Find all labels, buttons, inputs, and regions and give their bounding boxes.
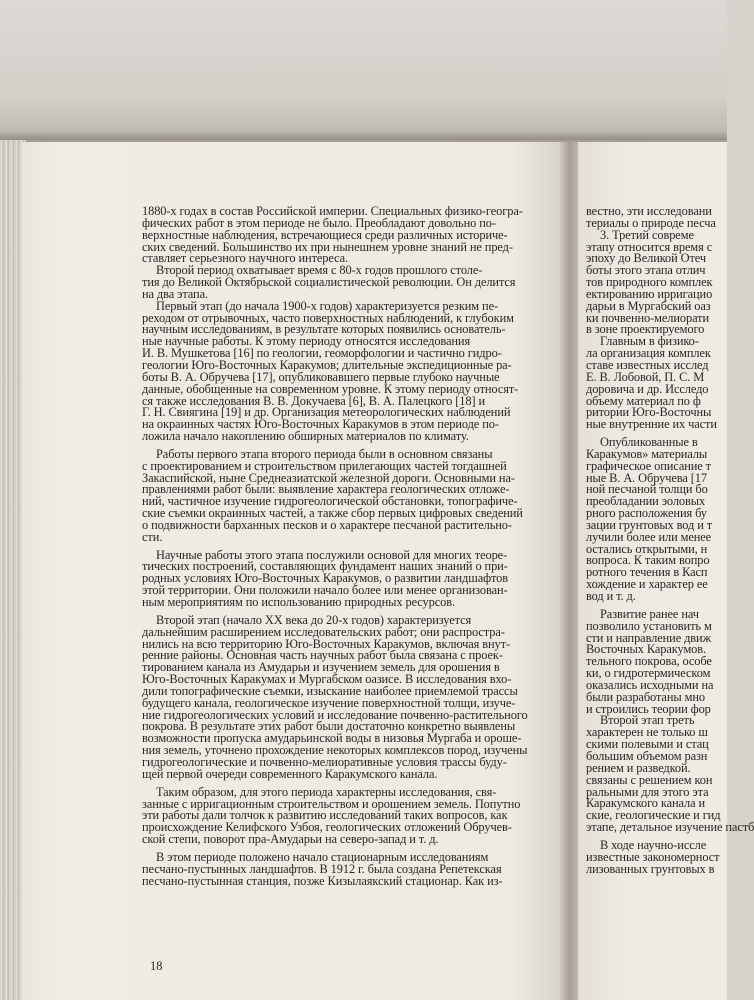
text-line: Каракумского канала и (586, 796, 706, 811)
text-line: ки, о гидротермическом (586, 666, 711, 681)
text-line: нились на всю территорию Юго-Восточных Каракумов, включая внут- (142, 636, 510, 651)
left-page-text (142, 206, 557, 887)
text-line: Работы первого этапа второго периода были в основном связаны (156, 446, 493, 461)
text-line: Развитие ранее нач (600, 606, 699, 621)
text-line: происхождение Келифского Узбоя, геологических отложений Обручев- (142, 820, 512, 835)
text-line: ния земель, уточнено прохождение некоторых комплексов пород, изучены (142, 743, 528, 758)
text-line: и строились теории фор (586, 701, 711, 716)
text-line: родных условиях Юго-Восточных Каракумов, о развитии ландшафтов (142, 571, 509, 586)
text-line: ектированию ирригацио (586, 286, 713, 301)
text-line: тельного покрова, особе (586, 654, 712, 669)
text-line: И. В. Мушкетова [16] по геологии, геоморфологии и частично гидро- (142, 346, 502, 361)
text-line: остались открытыми, н (586, 541, 708, 556)
text-line: ные научные работы. К этому периоду относятся исследования (142, 334, 471, 349)
text-line: Первый этап (до начала 1900-х годов) характеризуется резким пе- (156, 298, 498, 313)
text-line: ся также исследования В. В. Докучаева [6], В. А. Палецкого [18] и (142, 393, 486, 408)
text-line: тированием канала из Амударьи и изучением земель для орошения в (142, 660, 500, 675)
text-line: ские, геологические и гид (586, 808, 721, 823)
text-line: Закаспийской, ныне Среднеазиатской железной дороги. Основными на- (142, 470, 515, 485)
text-line: лучили более или менее (586, 529, 712, 544)
text-line: этапу относится время с (586, 239, 713, 254)
text-line: дальнейшим расширением исследовательских работ; они распростра- (142, 624, 505, 639)
text-line: лизованных грунтовых в (586, 861, 715, 876)
text-line: характерен не только ш (586, 725, 708, 740)
text-line: ские съемки окраинных частей, а также сбор первых цифровых сведений (142, 506, 523, 521)
text-line: зации грунтовых вод и т (586, 517, 713, 532)
text-line: Второй этап (начало XX века до 20-х годов) характеризуется (156, 612, 472, 627)
text-line: правлениями работ были: выявление характера геологических отложе- (142, 482, 510, 497)
text-line: сти и направление движ (586, 630, 712, 645)
text-line: этапе, детальное изучение пастб (586, 820, 754, 835)
text-line: ских сведений. Большинство их при нынешнем уровне знаний не пред- (142, 239, 513, 254)
text-line: ний, частичное изучение гидрогеологической обстановки, топографиче- (142, 494, 518, 509)
text-line: В этом периоде положено начало стационарным исследованиям (156, 849, 489, 864)
text-line: этой территории. Они положили начало более или менее организован- (142, 583, 508, 598)
text-line: боты этого этапа отлич (586, 263, 706, 278)
text-line: вод и т. д. (586, 589, 636, 603)
text-line: вестно, эти исследовани (586, 204, 712, 218)
text-line: на окраинных частях Юго-Восточных Каракумов в этом периоде по- (142, 417, 499, 432)
text-line: тов природного комплек (586, 275, 713, 290)
text-line: Таким образом, для этого периода характерны исследования, свя- (156, 784, 497, 799)
page-number: 18 (150, 959, 163, 973)
text-line: дили топографические съемки, изыскание наиболее приемлемой трассы (142, 683, 518, 698)
text-line: Второй этап треть (600, 713, 695, 728)
text-line: Главным в физико- (600, 334, 699, 349)
text-line: ложила начало накоплению обширных материалов по климату. (142, 429, 469, 444)
text-line: в зоне проектируемого (586, 322, 705, 337)
text-line: Е. В. Лобовой, П. С. М (586, 369, 705, 384)
text-line: с проектированием и строительством прилегающих частей тогдашней (142, 458, 507, 473)
text-line: преобладании эоловых (586, 494, 706, 509)
text-line: гидрогеологические и почвенно-мелиоративные условия трассы буду- (142, 754, 507, 769)
text-line: В ходе научно-иссле (600, 837, 707, 852)
text-line: териалы о природе песча (586, 215, 716, 230)
text-line: ные внутренние их части (586, 417, 717, 432)
text-line: щей первой очереди современного Каракумского канала. (142, 766, 438, 781)
text-line: Каракумов» материалы (586, 446, 708, 461)
text-line: возможности пропуска амударьинской воды в низовья Мургаба и ороше- (142, 731, 522, 746)
text-line: Юго-Восточных Каракумах и Мургабском оазисе. В исследования вхо- (142, 672, 512, 687)
text-line: сти. (142, 529, 163, 544)
text-line: были разработаны мно (586, 689, 705, 704)
text-line: тических построений, составляющих фундамент наших знаний о при- (142, 559, 508, 574)
text-line: на два этапа. (142, 286, 208, 301)
text-line: ральными для этого эта (586, 784, 709, 799)
text-line: скими полевыми и стац (586, 737, 709, 752)
text-line: доровича и др. Исследо (586, 381, 709, 396)
text-line: ки почвенно-мелиорати (586, 310, 710, 325)
text-line: ной песчаной толщи бо (586, 482, 708, 497)
text-line: ла организация комплек (586, 346, 711, 361)
text-line: объему материал по ф (586, 393, 701, 408)
text-line: 1880-х годах в состав Российской империи. Специальных физико-геогра- (142, 204, 523, 218)
text-line: Научные работы этого этапа послужили основой для многих теоре- (156, 547, 508, 562)
text-line: научным исследованиям, в результате которых появились основатель- (142, 322, 506, 337)
text-line: Опубликованные в (600, 435, 698, 450)
text-line: о подвижности барханных песков и о характере песчаной растительно- (142, 517, 512, 532)
text-line: ритории Юго-Восточны (586, 405, 712, 420)
text-line: ние гидрогеологических условий и исследование почвенно-растительного (142, 707, 528, 722)
text-line: занные с ирригационным строительством и орошением земель. Попутно (142, 796, 521, 811)
text-line: верхностные наблюдения, встречающиеся среди различных историче- (142, 227, 508, 242)
text-line: ской степи, поворот пра-Амударьи на северо-запад и т. д. (142, 832, 439, 847)
text-line: рного расположения бу (586, 506, 707, 521)
text-line: будущего канала, геологическое изучение поверхностной толщи, изуче- (142, 695, 516, 710)
text-line: данные, обобщенные на современном уровне. К этому периоду относят- (142, 381, 519, 396)
text-line: ставе известных исслед (586, 357, 709, 372)
text-line: графическое описание т (586, 458, 711, 473)
text-line: ренние районы. Основная часть научных работ была связана с проек- (142, 648, 503, 663)
text-line: эти работы дали толчок к развитию исследований таких вопросов, как (142, 808, 508, 823)
text-line: фических работ в этом периоде не было. Преобладают довольно по- (142, 215, 496, 230)
book-shadow (0, 130, 727, 142)
right-page-text (586, 204, 754, 876)
text-line: эпоху до Великой Отеч (586, 251, 707, 266)
text-line: оказались исходными на (586, 677, 714, 692)
text-line: тия до Великой Октябрьской социалистической революции. Он делится (142, 275, 516, 290)
text-line: позволило установить м (586, 618, 712, 633)
text-line: известные закономерност (586, 849, 720, 864)
text-line: ные В. А. Обручева [17 (586, 470, 707, 485)
text-line: 3. Третий совреме (600, 227, 694, 242)
text-line: Второй период охватывает время с 80-х годов прошлого столе- (156, 263, 483, 278)
text-line: покрова. В результате этих работ были достаточно конкретно выявлены (142, 719, 516, 734)
background-surface (0, 0, 727, 140)
text-line: рением и разведкой. (586, 760, 691, 775)
text-line: дарьи в Мургабский оаз (586, 298, 711, 313)
text-line: песчано-пустынная станция, позже Кизылаякский стационар. Как из- (142, 873, 503, 888)
text-line: связаны с решением кон (586, 772, 713, 787)
text-line: реходом от отрывочных, часто поверхностных наблюдений, к глубоким (142, 310, 514, 325)
text-line: Г. Н. Свиягина [19] и др. Организация метеорологических наблюдений (142, 405, 511, 420)
text-line: ным мероприятиям по использованию природных ресурсов. (142, 595, 455, 609)
text-line: Восточных Каракумов. (586, 642, 707, 657)
text-line: большим объемом разн (586, 748, 708, 763)
text-line: песчано-пустынных ландшафтов. В 1912 г. была создана Репетекская (142, 861, 502, 876)
text-line: вопроса. К таким вопро (586, 553, 710, 568)
text-line: геологии Юго-Восточных Каракумов; длительные экспедиционные ра- (142, 357, 512, 372)
text-line: боты В. А. Обручева [17], опубликовавшего первые глубоко научные (142, 369, 500, 384)
text-line: ставляет серьезного научного интереса. (142, 251, 349, 266)
text-line: хождение и характер ее (586, 577, 708, 592)
text-line: ротного течения в Касп (586, 565, 708, 580)
